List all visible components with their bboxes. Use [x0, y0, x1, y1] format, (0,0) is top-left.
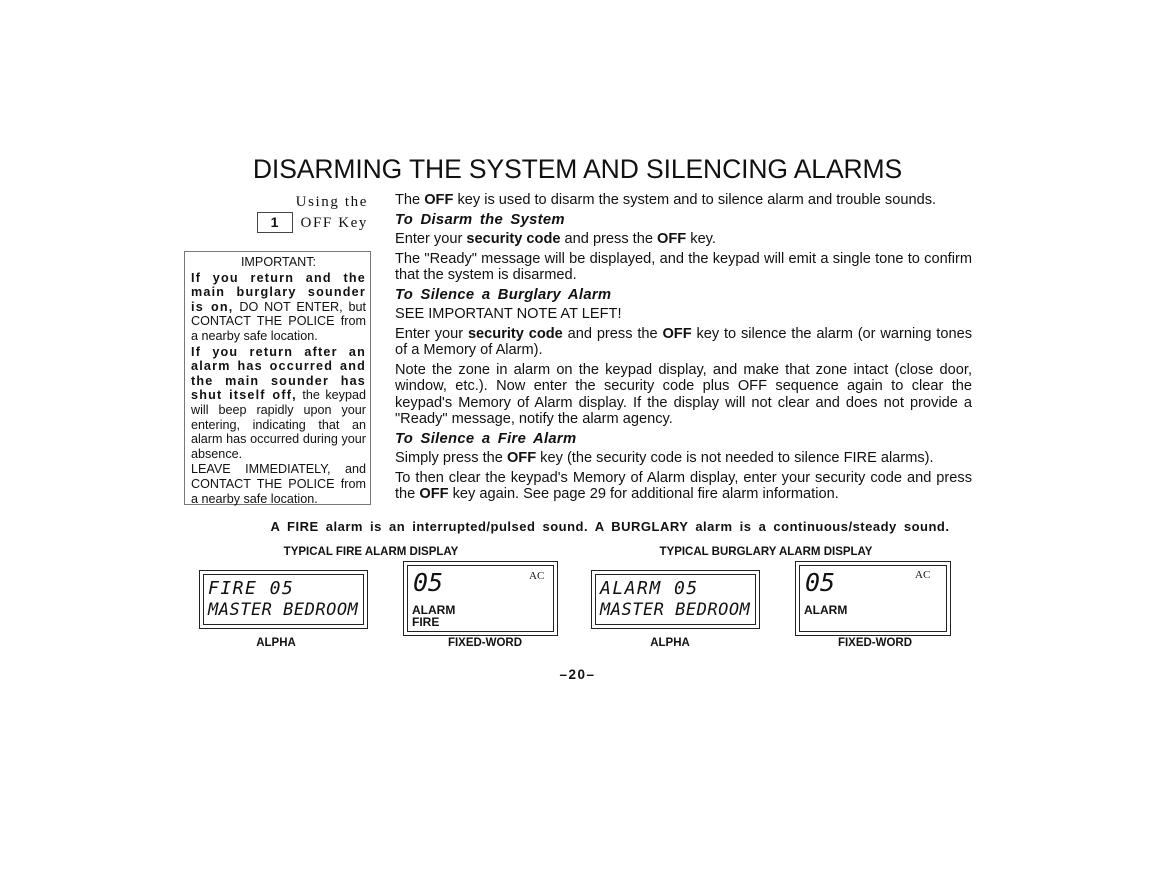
- important-paragraph-3: LEAVE IMMEDIATELY, and CONTACT THE POLICE from a nearby safe location.: [191, 462, 366, 506]
- fire-alpha-label: ALPHA: [256, 637, 296, 649]
- clear-paragraph: To then clear the keypad's Memory of Alarm display, enter your security code and press the OFF key again. See page 29 for additional fire alarm information.: [395, 469, 972, 502]
- burglary-alpha-line2: MASTER BEDROOM: [600, 600, 751, 620]
- disarm-paragraph: Enter your security code and press the OFF key.: [395, 231, 716, 247]
- section-label-line2: OFF Key: [300, 214, 368, 231]
- burglary-fixed-ac-indicator: AC: [915, 569, 931, 581]
- ready-paragraph: The "Ready" message will be displayed, and the keypad will emit a single tone to confirm that the system is disarmed.: [395, 250, 972, 283]
- main-text: [395, 192, 972, 506]
- important-note-box: [184, 251, 371, 505]
- fire-paragraph: Simply press the OFF key (the security code is not needed to silence FIRE alarms).: [395, 450, 934, 466]
- page-title: DISARMING THE SYSTEM AND SILENCING ALARMS: [252, 154, 903, 184]
- fire-fixed-word-display: [403, 561, 558, 636]
- burglary-paragraph: Enter your security code and press the OFF key to silence the alarm (or warning tones of a Memory of Alarm).: [395, 325, 972, 358]
- page-number: –20–: [559, 667, 596, 682]
- burglary-display-caption: TYPICAL BURGLARY ALARM DISPLAY: [659, 546, 873, 558]
- section-label: [250, 192, 368, 233]
- heading-burglary: To Silence a Burglary Alarm: [395, 286, 612, 303]
- fire-fixed-digits: 05: [413, 568, 444, 597]
- burglary-fixed-word-label: FIXED-WORD: [837, 637, 913, 649]
- fire-alpha-line2: MASTER BEDROOM: [208, 600, 359, 620]
- alarm-sound-summary: A FIRE alarm is an interrupted/pulsed sound. A BURGLARY alarm is a continuous/steady sound.: [270, 519, 950, 534]
- see-note-paragraph: SEE IMPORTANT NOTE AT LEFT!: [395, 306, 622, 322]
- fire-fixed-word-fire: FIRE: [412, 615, 440, 629]
- fire-alpha-display: [199, 570, 368, 629]
- burglary-alpha-display: [591, 570, 760, 629]
- heading-fire: To Silence a Fire Alarm: [395, 430, 577, 447]
- important-paragraph-2: [191, 345, 366, 462]
- burglary-fixed-word-display: [795, 561, 951, 636]
- burglary-alpha-label: ALPHA: [650, 637, 690, 649]
- heading-disarm: To Disarm the System: [395, 211, 565, 228]
- important-paragraph-1: [191, 271, 366, 344]
- burglary-alpha-line1: ALARM 05: [600, 578, 699, 599]
- fire-fixed-word-label: FIXED-WORD: [447, 637, 523, 649]
- step-number-box: 1: [257, 212, 293, 233]
- important-p1-bold: If you return and the main burglary sounder is on,: [191, 270, 366, 314]
- zone-note-paragraph: Note the zone in alarm on the keypad display, and make that zone intact (close door, window, etc.). Now enter the security code plus OFF sequence again to clear the keypad's Memory of Alarm display. If the display will not clear and does not provide a "Ready" message, notify the alarm agency.: [395, 361, 972, 427]
- intro-paragraph: The OFF key is used to disarm the system and to silence alarm and trouble sounds.: [395, 192, 937, 208]
- fire-fixed-ac-indicator: AC: [529, 570, 545, 582]
- burglary-fixed-word-alarm: ALARM: [804, 603, 848, 617]
- fire-fixed-word-alarm: ALARM: [412, 603, 456, 617]
- important-p2-bold: If you return after an alarm has occurred and the main sounder has shut itself off,: [191, 344, 366, 403]
- fire-display-caption: TYPICAL FIRE ALARM DISPLAY: [283, 546, 459, 558]
- important-p1-text: DO NOT ENTER, but CONTACT THE POLICE from a nearby safe location.: [191, 299, 366, 343]
- section-label-line1: Using the: [295, 194, 368, 210]
- important-heading: IMPORTANT:: [240, 255, 317, 269]
- burglary-fixed-digits: 05: [805, 568, 836, 597]
- fire-alpha-line1: FIRE 05: [208, 578, 295, 599]
- important-p2-text: the keypad will beep rapidly upon your entering, indicating that an alarm has occurred during your absence.: [191, 388, 366, 461]
